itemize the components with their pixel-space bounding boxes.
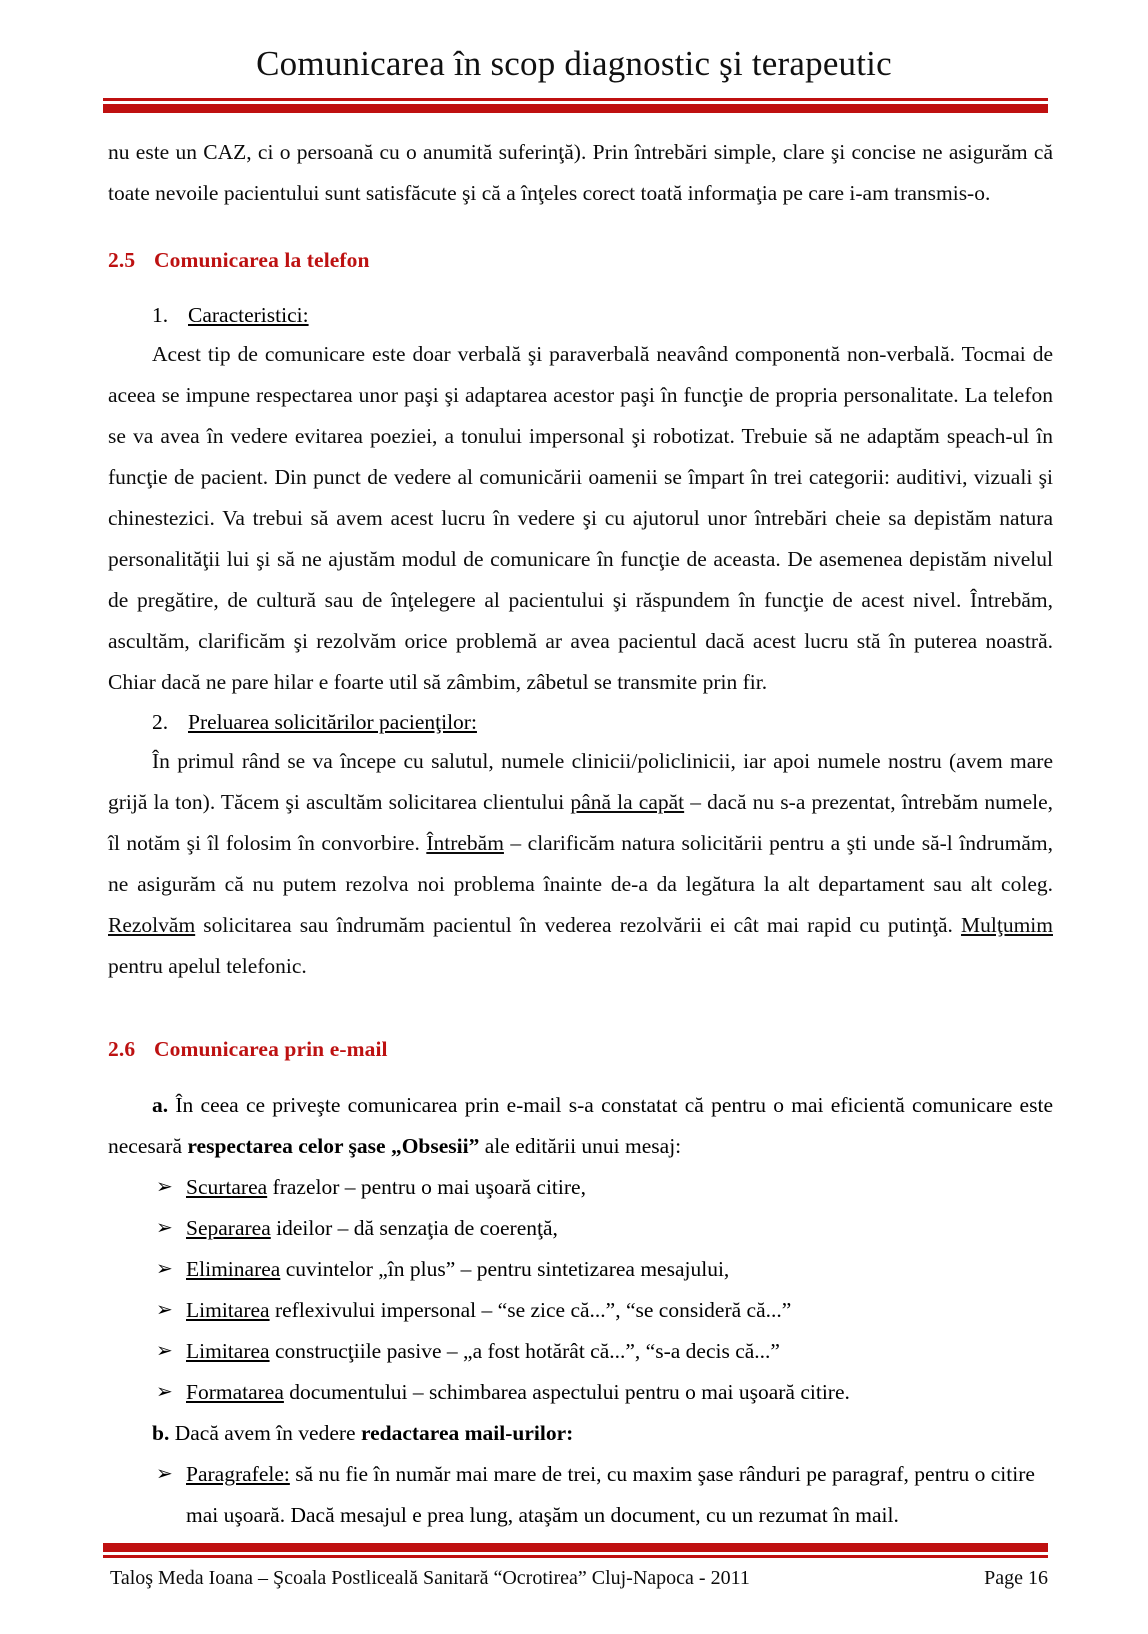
list-item-text: să nu fie în număr mai mare de trei, cu maxim şase rânduri pe paragraf, pentru o citire mai uşoară. Dacă mesajul e prea lung, ataşăm un document, cu un rezumat în mail. [186,1462,1035,1528]
list-item [108,1454,1053,1536]
spacer [108,1065,1053,1085]
footer-rule-thick [103,1543,1048,1552]
obsesii-list [108,1167,1053,1413]
emphasis-multumim: Mulţumim [961,913,1053,938]
arrow-bullet-icon: ➢ [156,1340,173,1363]
item-letter-a: a. [152,1093,169,1118]
emphasis-intrebam: Întrebăm [426,831,504,856]
paragraph-caracteristici: Acest tip de comunicare este doar verbală şi paraverbală neavând componentă non-verbală. Tocmai de aceea se impune respectarea unor paşi şi adaptarea acestor paşi în funcţie de propria personalitate. La telefon se va avea în vedere evitarea poeziei, a tonului impersonal şi robotizat. Trebuie să ne adaptăm speach-ul în funcţie de pacient. Din punct de vedere al comunicării oamenii se împart în trei categorii: auditivi, vizuali şi chinestezici. Va trebui să avem acest lucru în vedere şi cu ajutorul unor întrebări cheie sa depistăm natura personalităţii lui şi să ne ajustăm modul de comunicare în funcţie de aceasta. De asemenea depistăm nivelul de pregătire, de cultură sau de înţelegere al pacientului şi răspundem în funcţie de acest nivel. Întrebăm, ascultăm, clarificăm şi rezolvăm orice problemă ar avea pacientul dacă acest lucru stă în puterea noastră. Chiar dacă ne pare hilar e foarte util să zâmbim, zâbetul se transmite prin fir. [108,342,1053,695]
emphasis-rezolvam: Rezolvăm [108,913,196,938]
arrow-bullet-icon: ➢ [156,1176,173,1199]
list-item-text: cuvintelor „în plus” – pentru sintetizarea mesajului, [280,1257,730,1282]
section-number: 2.6 [108,1037,136,1062]
text-run: Dacă avem în vedere [169,1421,361,1446]
heading-section-2-5 [108,244,1053,276]
list-item-text: ideilor – dă senzaţia de coerenţă, [270,1216,558,1241]
text-run: ale editării unui mesaj: [479,1134,682,1159]
list-item-keyword: Eliminarea [186,1257,281,1282]
list-item-text: documentului – schimbarea aspectului pentru o mai uşoară citire. [283,1380,850,1405]
spacer [108,276,1053,296]
page-number: Page 16 [984,1567,1048,1589]
list-item-keyword: Limitarea [186,1339,270,1364]
footer-author: Taloş Meda Ioana – Şcoala Postliceală Sanitară “Ocrotirea” Cluj-Napoca - 2011 [110,1567,750,1589]
item-label: Caracteristici: [188,303,309,328]
list-item-keyword: Formatarea [186,1380,284,1405]
arrow-bullet-icon: ➢ [156,1217,173,1240]
footer-divider [103,1543,1048,1558]
emphasis-pana-la-capat: până la capăt [570,790,685,815]
heading-section-2-6 [108,1033,1053,1065]
list-item [108,1372,1053,1413]
section-title: Comunicarea la telefon [154,248,370,273]
document-title: Comunicarea în scop diagnostic şi terapeutic [256,44,892,83]
list-item-caracteristici [108,296,1053,334]
spacer [108,214,1053,244]
page-header [0,0,1148,113]
text-run: – clarificăm natura solicitării pentru a şti unde să-l îndrumăm, ne asigurăm că nu putem rezolva noi problema înainte de-a da legătura la alt departament sau alt coleg. [108,831,1053,897]
text-run: – dacă nu s-a prezentat, întrebăm numele, îl notăm şi îl folosim în convorbire. [108,790,1054,856]
item-index: 1. [152,303,169,328]
list-item-keyword: Paragrafele: [186,1462,290,1487]
page-footer [0,1543,1148,1590]
list-item-text: construcţiile pasive – „a fost hotărât că...”, “s-a decis că...” [269,1339,780,1364]
list-item [108,1167,1053,1208]
header-rule-thick [103,104,1048,113]
emphasis-redactarea: redactarea mail-urilor: [360,1421,574,1446]
footer-content [110,1567,1048,1590]
text-run: solicitarea sau îndrumăm pacientul în vederea rezolvării ei cât mai rapid cu putinţă. [195,913,962,938]
arrow-bullet-icon: ➢ [156,1258,173,1281]
emphasis-obsesii: respectarea celor şase „Obsesii” [187,1134,480,1159]
paragraph-b-redactarea [108,1413,1053,1454]
list-item-keyword: Separarea [186,1216,271,1241]
document-body [108,113,1053,1536]
list-item-text: frazelor – pentru o mai uşoară citire, [267,1175,586,1200]
spacer [108,987,1053,1033]
list-item [108,1290,1053,1331]
list-item-keyword: Limitarea [186,1298,270,1323]
intro-paragraph: nu este un CAZ, ci o persoană cu o anumită suferinţă). Prin întrebări simple, clare şi concise ne asigurăm că toate nevoile pacientului sunt satisfăcute şi că a înţeles corect toată informaţia pe care i-am transmis-o. [108,140,1053,206]
arrow-bullet-icon: ➢ [156,1381,173,1404]
text-run: În primul rând se va începe cu salutul, numele clinicii/policlinicii, iar apoi numele nostru (avem mare grijă la ton). Tăcem şi ascultăm solicitarea clientului [108,749,1053,815]
footer-rule-thin [103,1555,1048,1558]
list-item [108,1249,1053,1290]
paragraph-a-email [108,1085,1053,1167]
list-item-preluarea [108,703,1053,741]
list-item [108,1208,1053,1249]
item-letter-b: b. [152,1421,170,1446]
list-item-keyword: Scurtarea [186,1175,268,1200]
item-label: Preluarea solicitărilor pacienţilor: [188,710,477,735]
paragraph-preluarea [108,741,1053,987]
text-run: pentru apelul telefonic. [108,954,307,979]
list-item [108,1331,1053,1372]
item-index: 2. [152,710,169,735]
text-run: În ceea ce priveşte comunicarea prin e-mail s-a constatat că pentru o mai eficientă comunicare este necesară [108,1093,1053,1159]
list-item-text: reflexivului impersonal – “se zice că...”, “se consideră că...” [269,1298,792,1323]
section-number: 2.5 [108,248,136,273]
header-divider [103,98,1048,113]
redactare-list [108,1454,1053,1536]
section-title: Comunicarea prin e-mail [154,1037,388,1062]
arrow-bullet-icon: ➢ [156,1463,173,1486]
arrow-bullet-icon: ➢ [156,1299,173,1322]
